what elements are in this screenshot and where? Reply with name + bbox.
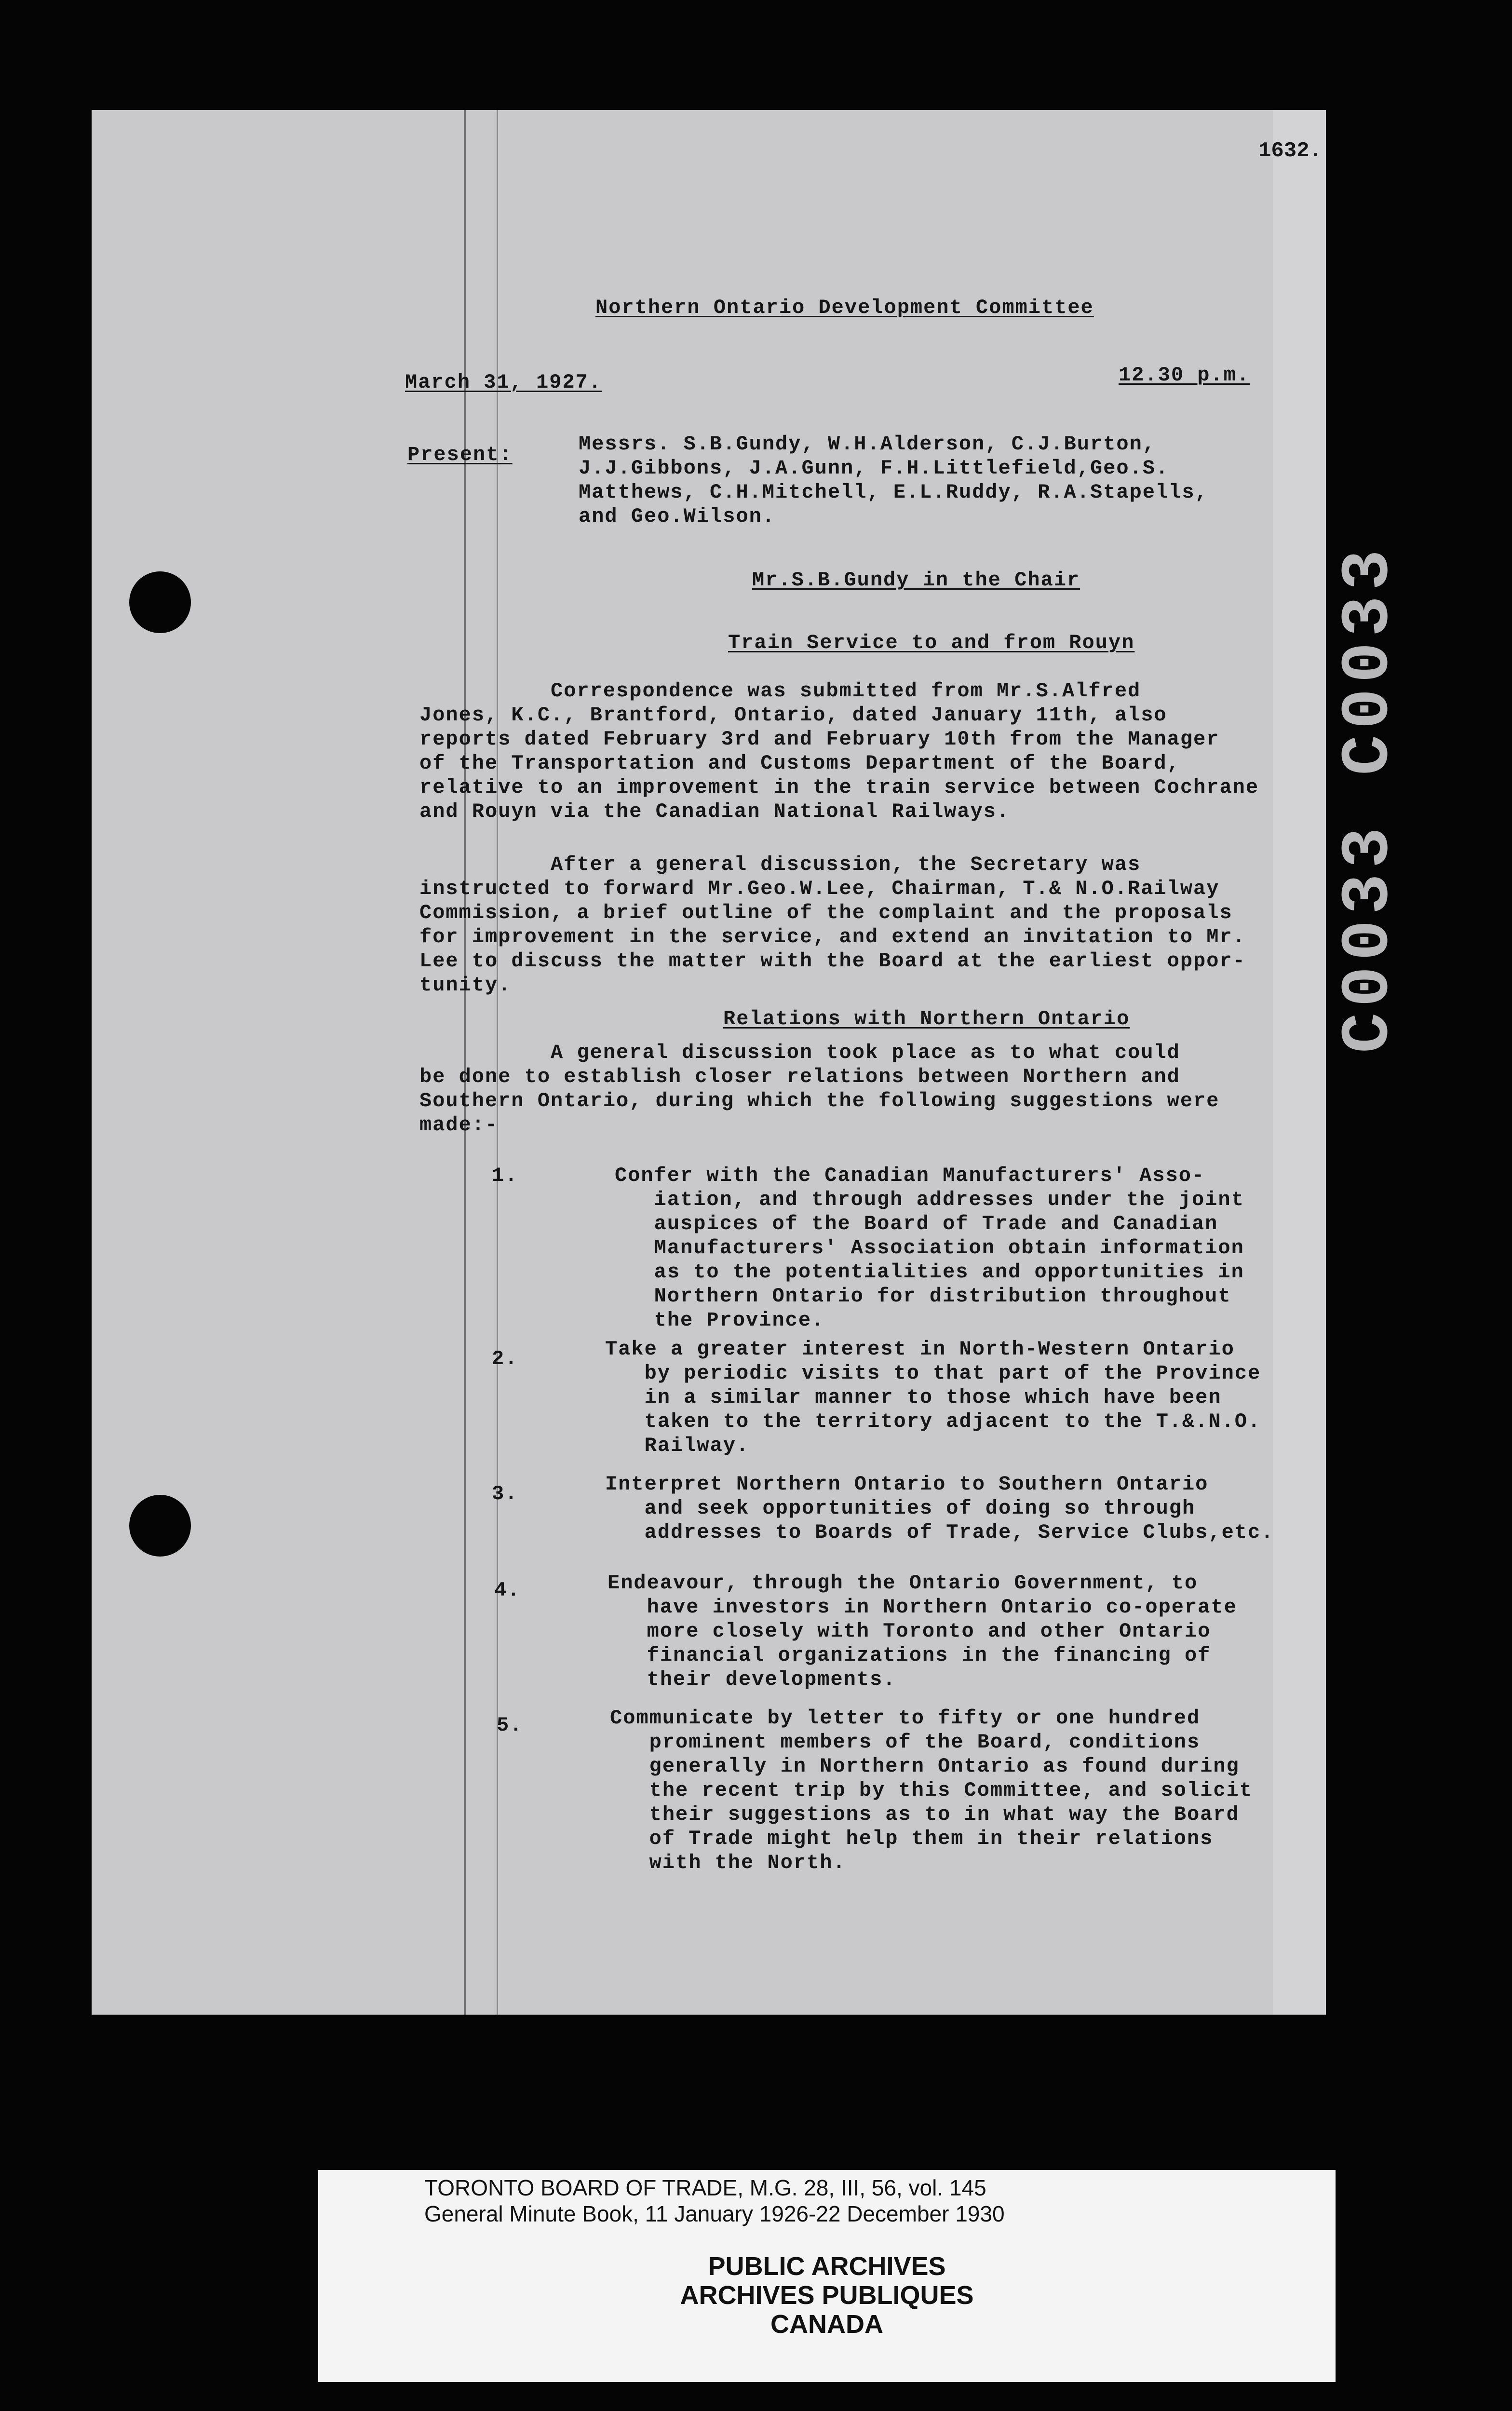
- item-number: 1.: [492, 1164, 518, 1187]
- text-line: made:-: [419, 1113, 499, 1137]
- text-line: as to the potentialities and opportunities in: [615, 1260, 1244, 1284]
- text-line: of the Transportation and Customs Department of the Board,: [419, 752, 1180, 775]
- text-line: taken to the territory adjacent to the T.&.N.O.: [605, 1410, 1261, 1433]
- text-line: with the North.: [610, 1851, 846, 1874]
- meeting-date: March 31, 1927.: [405, 371, 602, 394]
- text-line: Communicate by letter to fifty or one hundred: [610, 1707, 1201, 1730]
- text-line: A general discussion took place as to what could: [419, 1041, 1180, 1064]
- archive-country: CANADA: [770, 2310, 883, 2339]
- text-line: relative to an improvement in the train service between Cochrane: [419, 776, 1259, 799]
- text-line: have investors in Northern Ontario co-operate: [608, 1596, 1237, 1619]
- text-line: generally in Northern Ontario as found during: [610, 1755, 1240, 1778]
- text-line: instructed to forward Mr.Geo.W.Lee, Chairman, T.& N.O.Railway: [419, 877, 1220, 900]
- archive-line: General Minute Book, 11 January 1926-22 December 1930: [424, 2201, 1005, 2226]
- text-line: Confer with the Canadian Manufacturers' Asso-: [615, 1164, 1205, 1187]
- text-line: Interpret Northern Ontario to Southern Ontario: [605, 1473, 1209, 1496]
- text-line: auspices of the Board of Trade and Canadian: [615, 1212, 1218, 1235]
- committee-heading: Northern Ontario Development Committee: [595, 296, 1094, 319]
- section-title: Train Service to and from Rouyn: [728, 631, 1135, 654]
- present-line: Messrs. S.B.Gundy, W.H.Alderson, C.J.Burton,: [579, 433, 1156, 456]
- present-line: Matthews, C.H.Mitchell, E.L.Ruddy, R.A.Stapells,: [579, 481, 1208, 504]
- text-line: financial organizations in the financing of: [608, 1644, 1211, 1667]
- text-line: Jones, K.C., Brantford, Ontario, dated January 11th, also: [419, 704, 1167, 727]
- text-line: Lee to discuss the matter with the Board at the earliest oppor-: [419, 949, 1246, 973]
- text-line: of Trade might help them in their relations: [610, 1827, 1214, 1850]
- document-page: [92, 110, 1407, 2015]
- text-line: more closely with Toronto and other Ontario: [608, 1620, 1211, 1643]
- present-label: Present:: [407, 443, 513, 466]
- present-line: J.J.Gibbons, J.A.Gunn, F.H.Littlefield,Geo.S.: [579, 457, 1169, 480]
- archive-reference: [424, 2175, 1005, 2227]
- text-line: Southern Ontario, during which the following suggestions were: [419, 1089, 1220, 1112]
- text-line: in a similar manner to those which have been: [605, 1386, 1222, 1409]
- text-line: their suggestions as to in what way the Board: [610, 1803, 1240, 1826]
- text-line: for improvement in the service, and extend an invitation to Mr.: [419, 925, 1246, 948]
- edge-stamp: C0033 C0033: [1273, 110, 1326, 2015]
- archive-name-en: PUBLIC ARCHIVES: [708, 2252, 946, 2281]
- item-number: 4.: [494, 1579, 521, 1602]
- text-line: their developments.: [608, 1668, 896, 1691]
- archive-name-fr: ARCHIVES PUBLIQUES: [680, 2281, 974, 2310]
- text-line: Endeavour, through the Ontario Government, to: [608, 1571, 1198, 1595]
- item-number: 3.: [492, 1482, 518, 1505]
- binder-hole: [129, 571, 191, 633]
- binder-hole: [129, 1495, 191, 1557]
- text-line: iation, and through addresses under the joint: [615, 1188, 1244, 1211]
- text-line: Railway.: [605, 1434, 750, 1457]
- text-line: be done to establish closer relations between Northern and: [419, 1065, 1180, 1088]
- text-line: reports dated February 3rd and February 10th from the Manager: [419, 728, 1220, 751]
- text-line: Commission, a brief outline of the complaint and the proposals: [419, 901, 1233, 924]
- item-number: 2.: [492, 1347, 518, 1370]
- meeting-time: 12.30 p.m.: [1119, 364, 1250, 387]
- text-line: Correspondence was submitted from Mr.S.Alfred: [419, 679, 1141, 703]
- text-line: by periodic visits to that part of the Province: [605, 1362, 1261, 1385]
- text-line: the recent trip by this Committee, and solicit: [610, 1779, 1253, 1802]
- item-number: 5.: [497, 1714, 523, 1737]
- text-line: tunity.: [419, 974, 512, 997]
- chair-note: Mr.S.B.Gundy in the Chair: [752, 569, 1080, 592]
- present-line: and Geo.Wilson.: [579, 505, 776, 528]
- archive-line: TORONTO BOARD OF TRADE, M.G. 28, III, 56, vol. 145: [424, 2175, 986, 2200]
- section-title: Relations with Northern Ontario: [723, 1007, 1130, 1030]
- archive-label: [318, 2170, 1336, 2382]
- text-line: the Province.: [615, 1309, 825, 1332]
- text-line: Manufacturers' Association obtain information: [615, 1236, 1244, 1260]
- text-line: and seek opportunities of doing so through: [605, 1497, 1196, 1520]
- text-line: prominent members of the Board, conditions: [610, 1731, 1201, 1754]
- text-line: and Rouyn via the Canadian National Railways.: [419, 800, 1010, 823]
- text-line: addresses to Boards of Trade, Service Clubs,etc.: [605, 1521, 1274, 1544]
- text-line: Take a greater interest in North-Western Ontario: [605, 1338, 1235, 1361]
- text-line: Northern Ontario for distribution throughout: [615, 1285, 1231, 1308]
- page-number: 1632.: [1258, 139, 1323, 163]
- text-line: After a general discussion, the Secretary was: [419, 853, 1141, 876]
